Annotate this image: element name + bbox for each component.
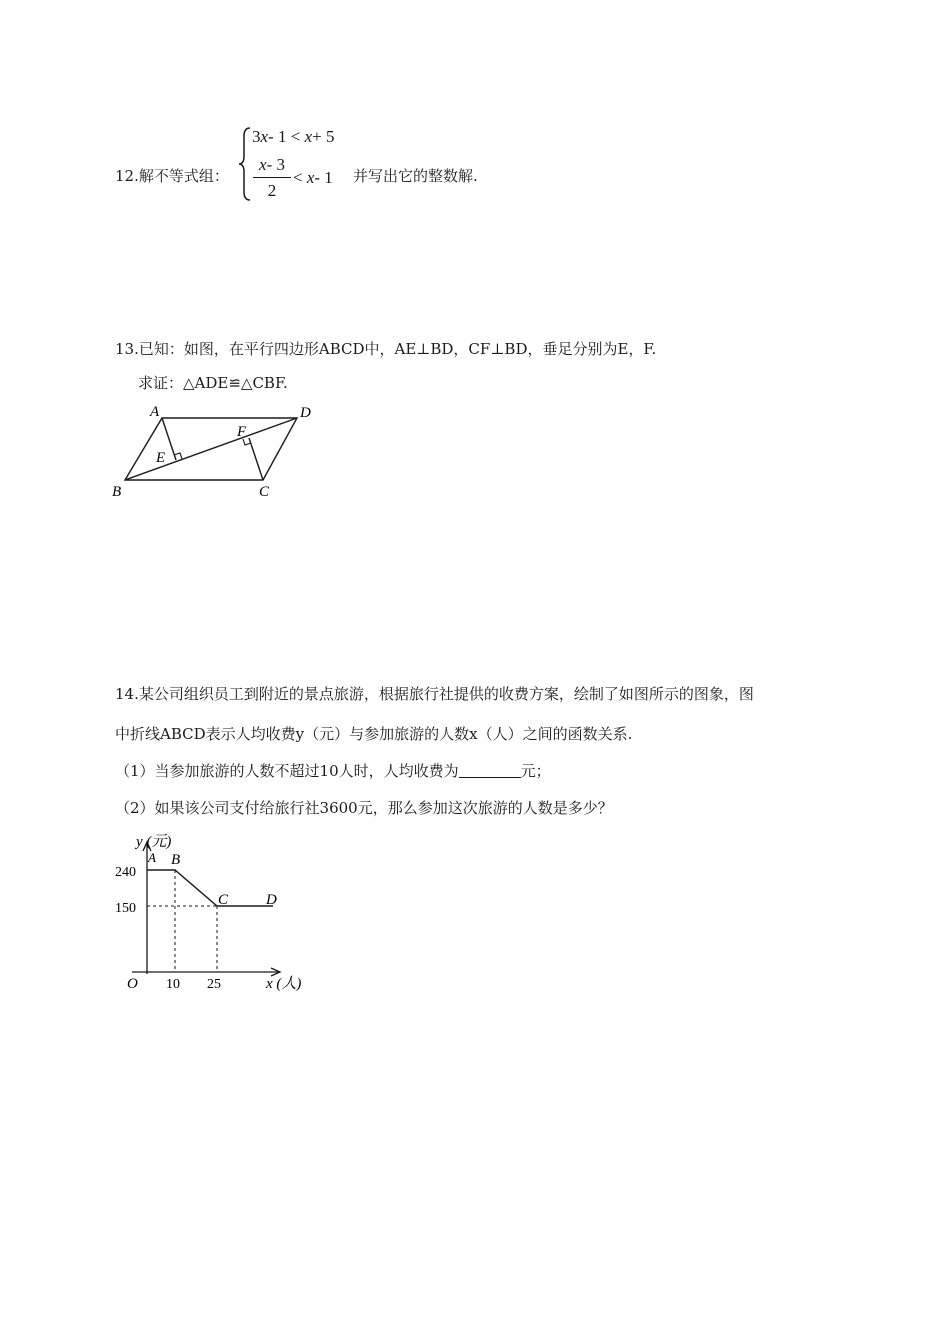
tick-x-10: 10 [166, 977, 180, 992]
part1-suffix: 元； [520, 762, 551, 780]
eq2-x: x [306, 168, 315, 187]
q13-line1: 13.已知：如图，在平行四边形ABCD中，AE⊥BD，CF⊥BD，垂足分别为E，F. [115, 340, 657, 358]
num-rest: - 3 [266, 155, 285, 174]
inequality-1 [252, 127, 334, 147]
x-axis-label: x (人) [266, 976, 302, 992]
segment-cf [249, 438, 263, 480]
inequality-2-rhs [293, 168, 333, 188]
eq1-coef: 3 [252, 127, 261, 146]
point-a: A [148, 850, 156, 865]
polyline-abcd [147, 870, 273, 906]
label-f: F [237, 424, 247, 440]
answer-blank[interactable] [459, 763, 521, 778]
fee-graph [110, 828, 320, 998]
eq2-rest: - 1 [314, 168, 333, 187]
fraction-denominator: 2 [267, 181, 277, 200]
parallelogram-figure [105, 398, 325, 503]
origin-label: O [127, 976, 138, 992]
eq1-const: - 1 [268, 127, 287, 146]
num-x: x [259, 155, 267, 174]
label-d: D [300, 405, 311, 421]
part1-prefix: （1）当参加旅游的人数不超过10人时，人均收费为 [115, 762, 459, 780]
eq1-x1: x [260, 127, 269, 146]
eq1-rhs: + 5 [312, 127, 335, 146]
q12-suffix: 并写出它的整数解. [353, 167, 478, 185]
label-b: B [112, 484, 122, 500]
diagonal-bd [125, 418, 297, 480]
point-b: B [171, 852, 181, 868]
y-axis-label: y (元) [136, 834, 172, 850]
q14-part1 [115, 762, 551, 780]
label-e: E [156, 450, 166, 466]
point-d: D [266, 892, 277, 908]
eq2-less-than: < [293, 168, 303, 187]
tick-x-25: 25 [207, 977, 221, 992]
fraction-bar [253, 177, 291, 178]
q13-line2: 求证：△ADE≌△CBF. [138, 374, 288, 392]
q12-label: 12.解不等式组： [115, 167, 229, 185]
eq1-x2: x [304, 127, 313, 146]
fraction-numerator [254, 155, 290, 175]
tick-y-240: 240 [115, 865, 136, 880]
tick-y-150: 150 [115, 901, 136, 916]
q14-line2: 中折线ABCD表示人均收费y（元）与参加旅游的人数x（人）之间的函数关系. [115, 725, 633, 743]
eq1-less-than: < [290, 127, 301, 146]
q14-line1: 14.某公司组织员工到附近的景点旅游，根据旅行社提供的收费方案，绘制了如图所示的图象，图 [115, 685, 754, 703]
q14-part2: （2）如果该公司支付给旅行社3600元，那么参加这次旅游的人数是多少？ [115, 799, 613, 817]
label-c: C [259, 484, 270, 500]
label-a: A [150, 404, 160, 420]
point-c: C [218, 892, 229, 908]
